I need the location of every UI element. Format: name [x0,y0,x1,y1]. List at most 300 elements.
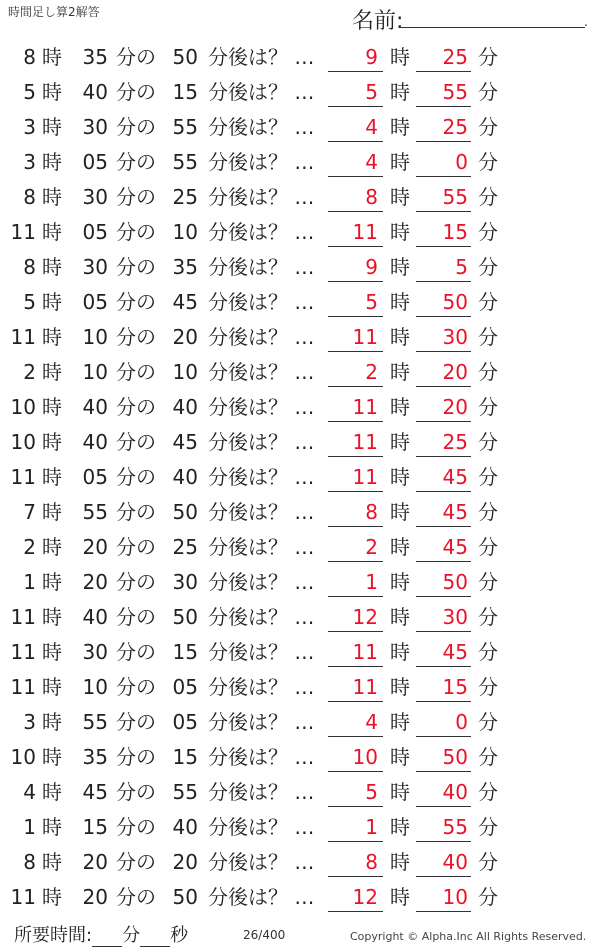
answer-minute: 20 [442,395,468,419]
answer-minute: 0 [455,710,468,734]
answer-hour-label: 時 [390,290,410,314]
answer-minute: 25 [442,115,468,139]
answer-hour: 5 [365,780,378,804]
start-minute: 40 [82,395,108,419]
problem-row [0,669,600,704]
start-minute: 30 [82,115,108,139]
problem-row [0,179,600,214]
answer-minute: 25 [442,45,468,69]
hour-label: 時 [42,80,62,104]
answer-minute-blank[interactable] [416,106,471,107]
problem-row [0,564,600,599]
after-label: 分後は？ … [208,500,315,524]
answer-hour: 11 [352,675,378,699]
answer-minute-blank[interactable] [416,421,471,422]
added-minutes: 20 [172,325,198,349]
answer-hour: 4 [365,115,378,139]
start-hour: 3 [23,115,36,139]
answer-hour-label: 時 [390,465,410,489]
answer-minute-blank[interactable] [416,211,471,212]
answer-minute-blank[interactable] [416,876,471,877]
minute-of-label: 分の [116,45,156,69]
added-minutes: 55 [172,150,198,174]
answer-hour: 11 [352,640,378,664]
start-minute: 35 [82,45,108,69]
after-label: 分後は？ … [208,780,315,804]
minute-of-label: 分の [116,535,156,559]
start-minute: 40 [82,605,108,629]
minute-of-label: 分の [116,185,156,209]
problem-row [0,844,600,879]
answer-hour-blank[interactable] [328,141,383,142]
start-hour: 8 [23,185,36,209]
hour-label: 時 [42,255,62,279]
answer-minute-label: 分 [478,850,498,874]
start-minute: 30 [82,255,108,279]
hour-label: 時 [42,885,62,909]
hour-label: 時 [42,150,62,174]
after-label: 分後は？ … [208,255,315,279]
start-hour: 4 [23,780,36,804]
answer-hour-blank[interactable] [328,351,383,352]
added-minutes: 50 [172,45,198,69]
seconds-blank[interactable] [140,925,170,947]
answer-minute-blank[interactable] [416,771,471,772]
answer-hour-blank[interactable] [328,631,383,632]
problem-row [0,459,600,494]
start-minute: 55 [82,500,108,524]
after-label: 分後は？ … [208,115,315,139]
answer-minute-label: 分 [478,220,498,244]
minute-of-label: 分の [116,325,156,349]
name-line-dot: . [584,15,588,29]
after-label: 分後は？ … [208,465,315,489]
answer-hour-blank[interactable] [328,841,383,842]
answer-hour-blank[interactable] [328,71,383,72]
problem-row [0,599,600,634]
answer-minute-blank[interactable] [416,176,471,177]
answer-hour-blank[interactable] [328,911,383,912]
answer-hour-label: 時 [390,605,410,629]
hour-label: 時 [42,325,62,349]
answer-minute-blank[interactable] [416,561,471,562]
answer-minute-label: 分 [478,395,498,419]
answer-minute-label: 分 [478,885,498,909]
start-minute: 10 [82,360,108,384]
answer-hour: 8 [365,185,378,209]
hour-label: 時 [42,290,62,314]
start-hour: 11 [10,605,36,629]
added-minutes: 05 [172,675,198,699]
start-minute: 10 [82,325,108,349]
start-hour: 3 [23,150,36,174]
minutes-blank[interactable] [92,925,122,947]
minute-of-label: 分の [116,465,156,489]
answer-minute: 50 [442,570,468,594]
answer-minute-blank[interactable] [416,666,471,667]
start-hour: 5 [23,80,36,104]
minute-of-label: 分の [116,780,156,804]
after-label: 分後は？ … [208,360,315,384]
hour-label: 時 [42,745,62,769]
minute-of-label: 分の [116,500,156,524]
problem-row [0,809,600,844]
answer-minute-label: 分 [478,45,498,69]
minute-of-label: 分の [116,80,156,104]
answer-minute-blank[interactable] [416,806,471,807]
start-hour: 5 [23,290,36,314]
minute-of-label: 分の [116,815,156,839]
answer-minute-label: 分 [478,80,498,104]
answer-hour-blank[interactable] [328,806,383,807]
answer-minute-label: 分 [478,710,498,734]
answer-minute: 50 [442,290,468,314]
added-minutes: 50 [172,885,198,909]
answer-minute-label: 分 [478,745,498,769]
start-minute: 30 [82,185,108,209]
hour-label: 時 [42,815,62,839]
start-minute: 05 [82,220,108,244]
answer-hour-label: 時 [390,150,410,174]
answer-hour: 11 [352,325,378,349]
answer-hour: 5 [365,290,378,314]
answer-minute-blank[interactable] [416,841,471,842]
answer-hour: 1 [365,815,378,839]
answer-minute-blank[interactable] [416,491,471,492]
answer-minute-label: 分 [478,675,498,699]
start-hour: 10 [10,395,36,419]
answer-hour-label: 時 [390,675,410,699]
problem-row [0,74,600,109]
start-minute: 40 [82,80,108,104]
answer-hour: 8 [365,500,378,524]
answer-minute: 50 [442,745,468,769]
answer-minute: 30 [442,605,468,629]
problem-row [0,774,600,809]
hour-label: 時 [42,45,62,69]
minute-of-label: 分の [116,640,156,664]
minute-of-label: 分の [116,255,156,279]
answer-hour: 2 [365,535,378,559]
answer-minute: 55 [442,185,468,209]
start-minute: 20 [82,570,108,594]
start-hour: 2 [23,535,36,559]
answer-minute: 0 [455,150,468,174]
answer-hour-label: 時 [390,360,410,384]
answer-hour: 11 [352,220,378,244]
start-hour: 11 [10,885,36,909]
start-minute: 15 [82,815,108,839]
answer-hour-blank[interactable] [328,666,383,667]
start-hour: 7 [23,500,36,524]
minute-of-label: 分の [116,220,156,244]
problem-row [0,529,600,564]
start-hour: 8 [23,255,36,279]
answer-minute: 15 [442,675,468,699]
after-label: 分後は？ … [208,430,315,454]
hour-label: 時 [42,780,62,804]
answer-hour-label: 時 [390,325,410,349]
after-label: 分後は？ … [208,290,315,314]
worksheet-title: 時間足し算2解答 [8,5,100,19]
minute-of-label: 分の [116,430,156,454]
answer-minute-label: 分 [478,360,498,384]
start-hour: 3 [23,710,36,734]
second-unit: 秒 [170,925,189,946]
start-minute: 05 [82,150,108,174]
name-label: 名前: [352,9,404,34]
hour-label: 時 [42,640,62,664]
answer-hour-blank[interactable] [328,771,383,772]
after-label: 分後は？ … [208,850,315,874]
added-minutes: 55 [172,780,198,804]
added-minutes: 25 [172,535,198,559]
added-minutes: 35 [172,255,198,279]
answer-minute: 45 [442,535,468,559]
answer-hour-blank[interactable] [328,561,383,562]
start-hour: 10 [10,430,36,454]
answer-hour: 8 [365,850,378,874]
answer-minute: 5 [455,255,468,279]
answer-hour-blank[interactable] [328,596,383,597]
answer-minute-blank[interactable] [416,631,471,632]
answer-minute-label: 分 [478,535,498,559]
answer-minute-label: 分 [478,780,498,804]
answer-minute: 45 [442,465,468,489]
answer-minute-blank[interactable] [416,701,471,702]
start-minute: 20 [82,885,108,909]
answer-hour-blank[interactable] [328,386,383,387]
answer-minute-label: 分 [478,185,498,209]
hour-label: 時 [42,710,62,734]
minute-of-label: 分の [116,710,156,734]
answer-hour: 12 [352,885,378,909]
problem-row [0,39,600,74]
added-minutes: 50 [172,605,198,629]
answer-hour: 11 [352,430,378,454]
answer-hour-blank[interactable] [328,736,383,737]
answer-hour-blank[interactable] [328,491,383,492]
start-minute: 20 [82,535,108,559]
after-label: 分後は？ … [208,395,315,419]
answer-hour: 11 [352,395,378,419]
answer-hour-label: 時 [390,80,410,104]
answer-hour-label: 時 [390,815,410,839]
answer-hour-label: 時 [390,500,410,524]
problem-row [0,319,600,354]
after-label: 分後は？ … [208,45,315,69]
answer-hour-blank[interactable] [328,211,383,212]
answer-minute-blank[interactable] [416,141,471,142]
minute-of-label: 分の [116,150,156,174]
start-hour: 1 [23,570,36,594]
answer-minute-label: 分 [478,255,498,279]
after-label: 分後は？ … [208,150,315,174]
answer-hour-blank[interactable] [328,876,383,877]
added-minutes: 10 [172,360,198,384]
answer-minute: 10 [442,885,468,909]
added-minutes: 55 [172,115,198,139]
answer-minute-blank[interactable] [416,736,471,737]
minute-of-label: 分の [116,115,156,139]
answer-minute-blank[interactable] [416,596,471,597]
answer-minute-blank[interactable] [416,351,471,352]
answer-hour: 4 [365,150,378,174]
added-minutes: 45 [172,430,198,454]
hour-label: 時 [42,850,62,874]
answer-hour-blank[interactable] [328,106,383,107]
elapsed-time-label: 所要時間: [14,925,93,946]
answer-minute: 55 [442,80,468,104]
elapsed-time [14,921,188,947]
answer-minute: 45 [442,500,468,524]
answer-hour-blank[interactable] [328,456,383,457]
answer-hour-label: 時 [390,185,410,209]
answer-hour: 5 [365,80,378,104]
after-label: 分後は？ … [208,535,315,559]
answer-hour: 11 [352,465,378,489]
hour-label: 時 [42,605,62,629]
answer-hour-label: 時 [390,535,410,559]
answer-minute-blank[interactable] [416,316,471,317]
added-minutes: 40 [172,465,198,489]
hour-label: 時 [42,220,62,244]
answer-minute-blank[interactable] [416,71,471,72]
problem-row [0,704,600,739]
after-label: 分後は？ … [208,185,315,209]
answer-minute-blank[interactable] [416,246,471,247]
start-minute: 05 [82,290,108,314]
answer-hour-label: 時 [390,255,410,279]
answer-minute-label: 分 [478,465,498,489]
answer-hour-blank[interactable] [328,316,383,317]
answer-minute: 40 [442,850,468,874]
added-minutes: 15 [172,640,198,664]
answer-minute-label: 分 [478,500,498,524]
start-hour: 11 [10,640,36,664]
answer-minute: 30 [442,325,468,349]
answer-hour-label: 時 [390,220,410,244]
answer-hour-label: 時 [390,885,410,909]
minute-unit: 分 [122,925,141,946]
hour-label: 時 [42,115,62,139]
answer-hour-blank[interactable] [328,281,383,282]
answer-hour-blank[interactable] [328,246,383,247]
problem-row [0,249,600,284]
after-label: 分後は？ … [208,745,315,769]
answer-hour-blank[interactable] [328,701,383,702]
page-number: 26/400 [243,928,286,942]
after-label: 分後は？ … [208,675,315,699]
answer-minute-blank[interactable] [416,911,471,912]
name-field[interactable] [400,27,585,28]
answer-minute: 25 [442,430,468,454]
hour-label: 時 [42,395,62,419]
added-minutes: 30 [172,570,198,594]
problem-row [0,389,600,424]
start-hour: 1 [23,815,36,839]
answer-minute: 20 [442,360,468,384]
problem-row [0,214,600,249]
answer-minute-blank[interactable] [416,386,471,387]
answer-minute-blank[interactable] [416,456,471,457]
answer-hour-blank[interactable] [328,526,383,527]
start-hour: 10 [10,745,36,769]
hour-label: 時 [42,500,62,524]
answer-hour: 10 [352,745,378,769]
start-hour: 8 [23,850,36,874]
answer-hour-blank[interactable] [328,176,383,177]
start-minute: 45 [82,780,108,804]
answer-hour: 9 [365,45,378,69]
minute-of-label: 分の [116,885,156,909]
hour-label: 時 [42,430,62,454]
answer-minute-label: 分 [478,150,498,174]
problem-row [0,109,600,144]
problem-row [0,879,600,914]
answer-hour: 9 [365,255,378,279]
answer-minute-label: 分 [478,570,498,594]
start-hour: 11 [10,675,36,699]
start-minute: 30 [82,640,108,664]
answer-minute-label: 分 [478,640,498,664]
minute-of-label: 分の [116,675,156,699]
problem-row [0,144,600,179]
added-minutes: 05 [172,710,198,734]
answer-hour-blank[interactable] [328,421,383,422]
added-minutes: 45 [172,290,198,314]
answer-minute: 45 [442,640,468,664]
answer-hour: 4 [365,710,378,734]
answer-minute-blank[interactable] [416,526,471,527]
answer-hour: 2 [365,360,378,384]
added-minutes: 40 [172,815,198,839]
problem-row [0,634,600,669]
start-minute: 35 [82,745,108,769]
after-label: 分後は？ … [208,605,315,629]
answer-hour-label: 時 [390,640,410,664]
added-minutes: 40 [172,395,198,419]
minute-of-label: 分の [116,395,156,419]
start-minute: 10 [82,675,108,699]
problem-row [0,424,600,459]
after-label: 分後は？ … [208,640,315,664]
after-label: 分後は？ … [208,885,315,909]
added-minutes: 15 [172,80,198,104]
answer-hour-label: 時 [390,745,410,769]
added-minutes: 50 [172,500,198,524]
minute-of-label: 分の [116,570,156,594]
start-hour: 11 [10,325,36,349]
added-minutes: 15 [172,745,198,769]
answer-hour-label: 時 [390,780,410,804]
minute-of-label: 分の [116,605,156,629]
answer-minute: 15 [442,220,468,244]
answer-hour-label: 時 [390,395,410,419]
answer-minute-blank[interactable] [416,281,471,282]
answer-hour-label: 時 [390,710,410,734]
hour-label: 時 [42,185,62,209]
minute-of-label: 分の [116,290,156,314]
copyright-notice: Copyright © Alpha.Inc All Rights Reserved. [350,930,587,943]
answer-hour-label: 時 [390,115,410,139]
problem-row [0,494,600,529]
hour-label: 時 [42,535,62,559]
answer-minute: 55 [442,815,468,839]
problem-row [0,739,600,774]
problem-row [0,284,600,319]
hour-label: 時 [42,465,62,489]
